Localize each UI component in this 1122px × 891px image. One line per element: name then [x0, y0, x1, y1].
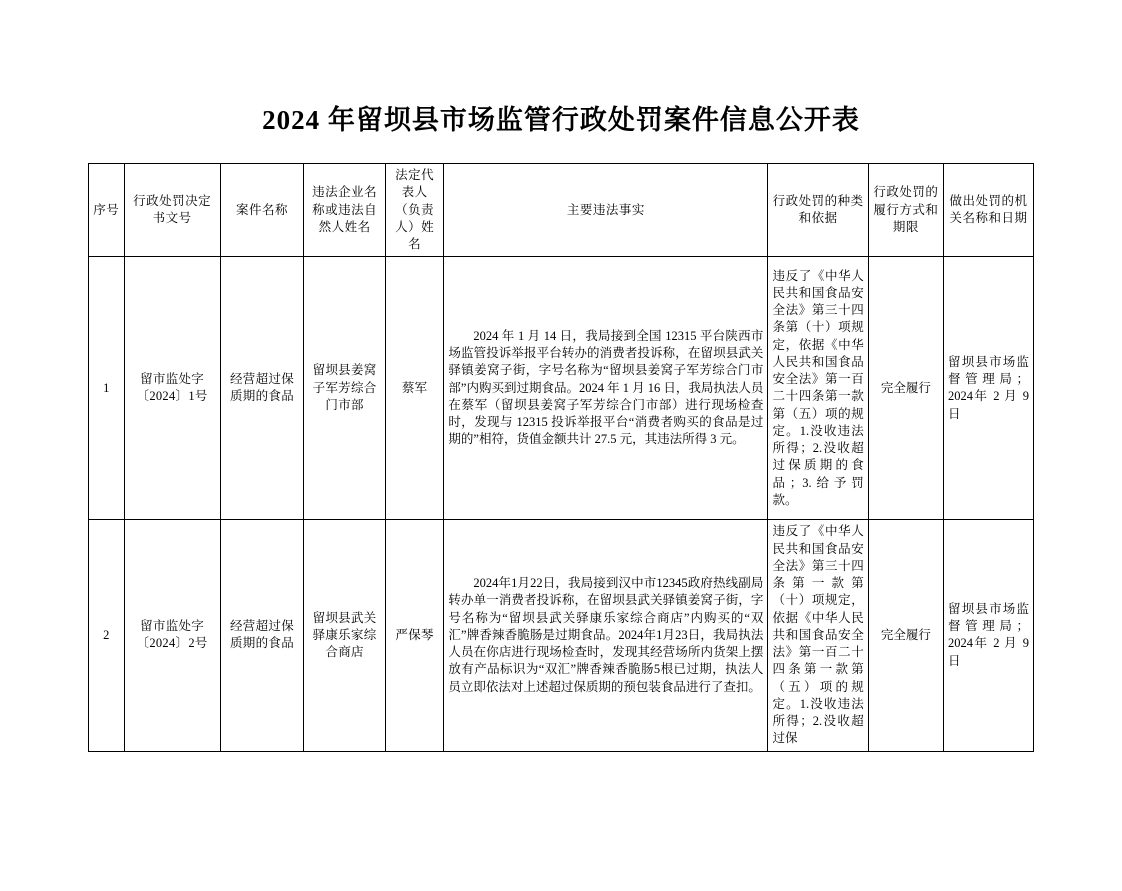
col-header-seq: 序号 [89, 164, 125, 257]
cell-case-name: 经营超过保质期的食品 [220, 257, 304, 520]
col-header-case-name: 案件名称 [220, 164, 304, 257]
cell-performance: 完全履行 [868, 520, 943, 751]
penalty-info-table [88, 163, 1034, 752]
cell-company: 留坝县姜窝子军芳综合门市部 [304, 257, 386, 520]
facts-text: 2024年1月22日，我局接到汉中市12345政府热线副局转办单一消费者投诉称，在留坝县武关驿镇姜窝子街，字号名称为“留坝县武关驿康乐家综合商店”内购买的“双汇”牌香辣香脆肠是过期食品。2024年1月23日，我局执法人员在你店进行现场检查时，发现其经营场所内货架上摆放有产品标识为“双汇”牌香辣香脆肠5根已过期，执法人员立即依法对上述超过保质期的预包装食品进行了查扣。 [448, 576, 764, 694]
cell-organ: 留坝县市场监督管理局；2024年 2 月 9 日 [944, 257, 1034, 520]
cell-company: 留坝县武关驿康乐家综合商店 [304, 520, 386, 751]
col-header-doc-no: 行政处罚决定书文号 [124, 164, 220, 257]
cell-organ: 留坝县市场监督管理局；2024年 2 月 9 日 [944, 520, 1034, 751]
table-header [89, 164, 1034, 257]
table-header-row [89, 164, 1034, 257]
table-row [89, 520, 1034, 751]
cell-facts [444, 520, 768, 751]
cell-case-name: 经营超过保质期的食品 [220, 520, 304, 751]
cell-doc-no: 留市监处字〔2024〕2号 [124, 520, 220, 751]
cell-seq: 2 [89, 520, 125, 751]
cell-legal-person: 严保琴 [385, 520, 444, 751]
col-header-performance: 行政处罚的履行方式和期限 [868, 164, 943, 257]
cell-facts [444, 257, 768, 520]
col-header-penalty: 行政处罚的种类和依据 [768, 164, 868, 257]
col-header-company: 违法企业名称或违法自然人姓名 [304, 164, 386, 257]
col-header-legal-person: 法定代表人（负责人）姓名 [385, 164, 444, 257]
cell-penalty: 违反了《中华人民共和国食品安全法》第三十四条第一款第（十）项规定，依据《中华人民共和国食品安全法》第一百二十四条第一款第（五）项的规定。1.没收违法所得；2.没收超过保 [768, 520, 868, 751]
cell-doc-no: 留市监处字〔2024〕1号 [124, 257, 220, 520]
table-row [89, 257, 1034, 520]
cell-seq: 1 [89, 257, 125, 520]
page-title: 2024 年留坝县市场监管行政处罚案件信息公开表 [262, 105, 860, 135]
table-body [89, 257, 1034, 751]
document-page [0, 98, 1122, 891]
facts-text: 2024 年 1 月 14 日，我局接到全国 12315 平台陕西市场监管投诉举报平台转办的消费者投诉称，在留坝县武关驿镇姜窝子街，字号名称为“留坝县姜窝子军芳综合门市部”内购买到过期食品。2024 年 1 月 16 日，我局执法人员在蔡军（留坝县姜窝子军芳综合门市部）进行现场检查时，发现与 12315 投诉举报平台“消费者购买的食品是过期的”相符，货值金额共计 27.5 元，其违法所得 3 元。 [448, 328, 764, 447]
cell-legal-person: 蔡军 [385, 257, 444, 520]
col-header-facts: 主要违法事实 [444, 164, 768, 257]
col-header-organ: 做出处罚的机关名称和日期 [944, 164, 1034, 257]
cell-performance: 完全履行 [868, 257, 943, 520]
cell-penalty: 违反了《中华人民共和国食品安全法》第三十四条第（十）项规定，依据《中华人民共和国食品安全法》第一百二十四条第一款第（五）项的规定。1.没收违法所得；2.没收超过保质期的食品；3.给予罚款。 [768, 257, 868, 520]
